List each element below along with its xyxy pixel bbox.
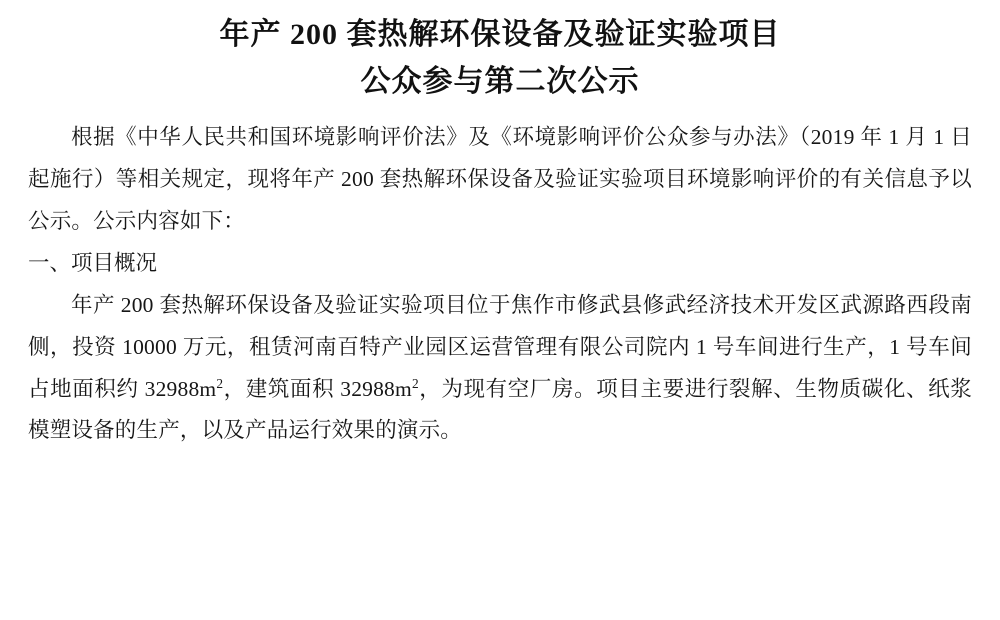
- section-heading: 一、项目概况: [28, 250, 158, 275]
- section-paragraph: [28, 285, 972, 453]
- intro-paragraph: 根据《中华人民共和国环境影响评价法》及《环境影响评价公众参与办法》（2019 年 1 月 1 日起施行）等相关规定，现将年产 200 套热解环保设备及验证实验项目环境影响评价的有关信息予以公示。公示内容如下：: [28, 125, 972, 233]
- area-superscript-1: 2: [216, 375, 224, 391]
- section-paragraph-part-3: ，为现有空厂房。项目主要进行裂解、生物质碳化、纸浆模塑设备的生产，以及产品运行效果的演示。: [28, 376, 972, 443]
- document-title: [28, 12, 972, 105]
- title-line-2: 公众参与第二次公示: [360, 64, 640, 98]
- section-paragraph-part-1: 年产 200 套热解环保设备及验证实验项目位于焦作市修武县修武经济技术开发区武源路西段南侧，投资 10000 万元，租赁河南百特产业园区运营管理有限公司院内 1 号车间进行生产，1 号车间占地面积约 32988m: [28, 292, 972, 401]
- area-superscript-2: 2: [411, 375, 419, 391]
- document-body: [28, 117, 972, 452]
- section-paragraph-part-2: ，建筑面积 32988m: [223, 376, 412, 401]
- title-line-1: 年产 200 套热解环保设备及验证实验项目: [219, 18, 781, 51]
